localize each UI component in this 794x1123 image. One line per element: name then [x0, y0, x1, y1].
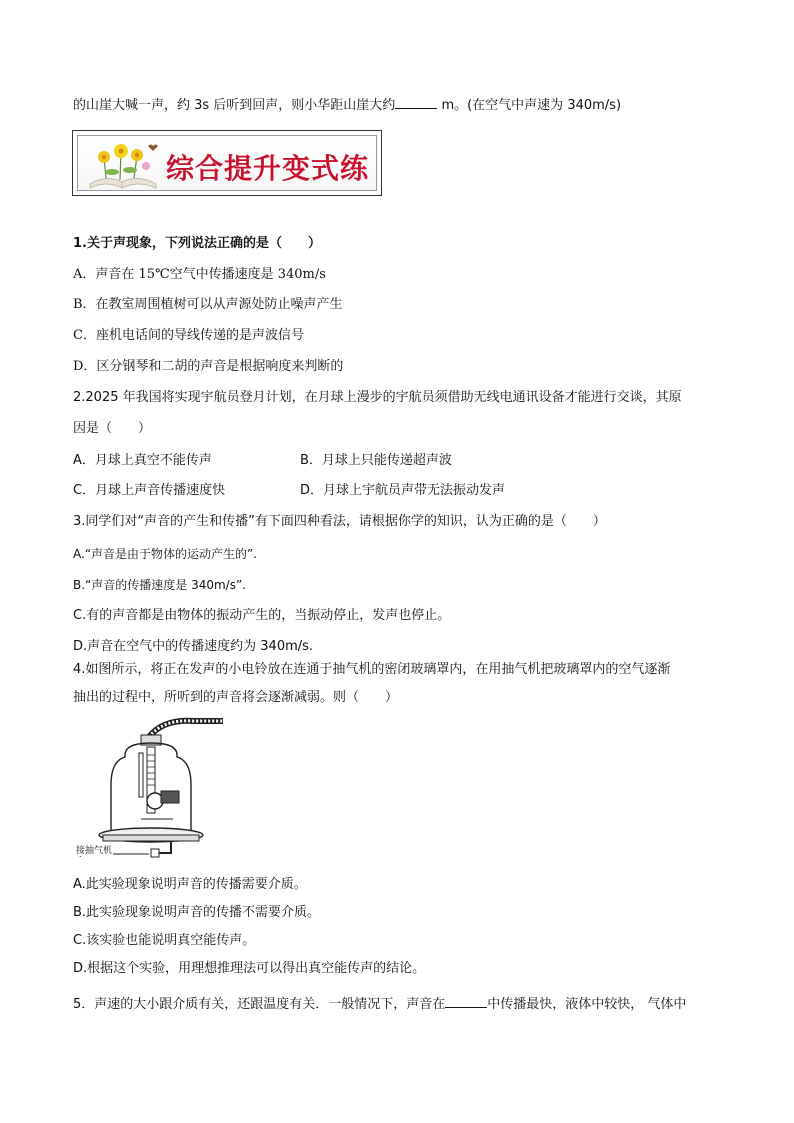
q4-option-d[interactable]: D.根据这个实验，用理想推理法可以得出真空能传声的结论。	[73, 961, 426, 976]
banner-frame	[77, 135, 377, 191]
q3-option-c[interactable]: C.有的声音都是由物体的振动产生的，当振动停止，发声也停止。	[73, 608, 451, 623]
q3-option-d[interactable]: D.声音在空气中的传播速度约为 340m/s.	[73, 639, 314, 654]
q1-option-d[interactable]: D．区分钢琴和二胡的声音是根据响度来判断的	[73, 359, 344, 374]
q2-stem-line1: 2.2025 年我国将实现宇航员登月计划，在月球上漫步的宇航员须借助无线电通讯设备才能进行交谈，其原	[73, 390, 682, 405]
q4-option-b[interactable]: B.此实验现象说明声音的传播不需要介质。	[73, 905, 321, 920]
book-flowers-icon	[84, 140, 162, 192]
q3-stem: 3.同学们对“声音的产生和传播”有下面四种看法，请根据你学的知识，认为正确的是（ ）	[73, 514, 606, 529]
figure-label: 接抽气机	[75, 843, 113, 856]
q5-text-post: 中传播最快，液体中较快， 气体中	[487, 997, 687, 1012]
q2-option-c[interactable]: C．月球上声音传播速度快	[73, 483, 226, 498]
q4-option-a[interactable]: A.此实验现象说明声音的传播需要介质。	[73, 877, 307, 892]
intro-text-pre: 的山崖大喊一声，约 3s 后听到回声，则小华距山崖大约	[73, 98, 396, 113]
intro-text-post: m。(在空气中声速为 340m/s)	[437, 98, 622, 113]
q4-stem-line2: 抽出的过程中，所听到的声音将会逐渐减弱。则（ ）	[73, 690, 399, 705]
q5-answer-blank[interactable]	[445, 994, 487, 1008]
q5-text-pre: 5．声速的大小跟介质有关，还跟温度有关．一般情况下，声音在	[73, 997, 446, 1012]
q2-option-d[interactable]: D．月球上宇航员声带无法振动发声	[300, 483, 506, 498]
bell-jar-figure	[73, 715, 243, 865]
q2-option-a[interactable]: A．月球上真空不能传声	[73, 453, 212, 468]
q1-option-c[interactable]: C．座机电话间的导线传递的是声波信号	[73, 328, 304, 343]
q3-option-a[interactable]: A.“声音是由于物体的运动产生的”.	[73, 547, 258, 561]
q2-option-b[interactable]: B．月球上只能传递超声波	[300, 453, 452, 468]
q1-option-b[interactable]: B．在教室周围植树可以从声源处防止噪声产生	[73, 297, 343, 312]
q1-option-a[interactable]: A．声音在 15℃空气中传播速度是 340m/s	[73, 267, 326, 282]
q3-option-b[interactable]: B.“声音的传播速度是 340m/s”.	[73, 578, 246, 592]
intro-line	[73, 95, 621, 115]
q5-line	[73, 994, 686, 1014]
section-banner	[72, 130, 382, 196]
q4-stem-line1: 4.如图所示，将正在发声的小电铃放在连通于抽气机的密闭玻璃罩内，在用抽气机把玻璃罩内的空气逐渐	[73, 662, 671, 677]
q2-stem-line2: 因是（ ）	[73, 421, 152, 436]
answer-blank[interactable]	[395, 95, 437, 109]
banner-title: 综合提升变式练	[166, 152, 370, 185]
q1-stem: 1.关于声现象，下列说法正确的是（ ）	[73, 236, 321, 251]
q4-option-c[interactable]: C.该实验也能说明真空能传声。	[73, 933, 256, 948]
